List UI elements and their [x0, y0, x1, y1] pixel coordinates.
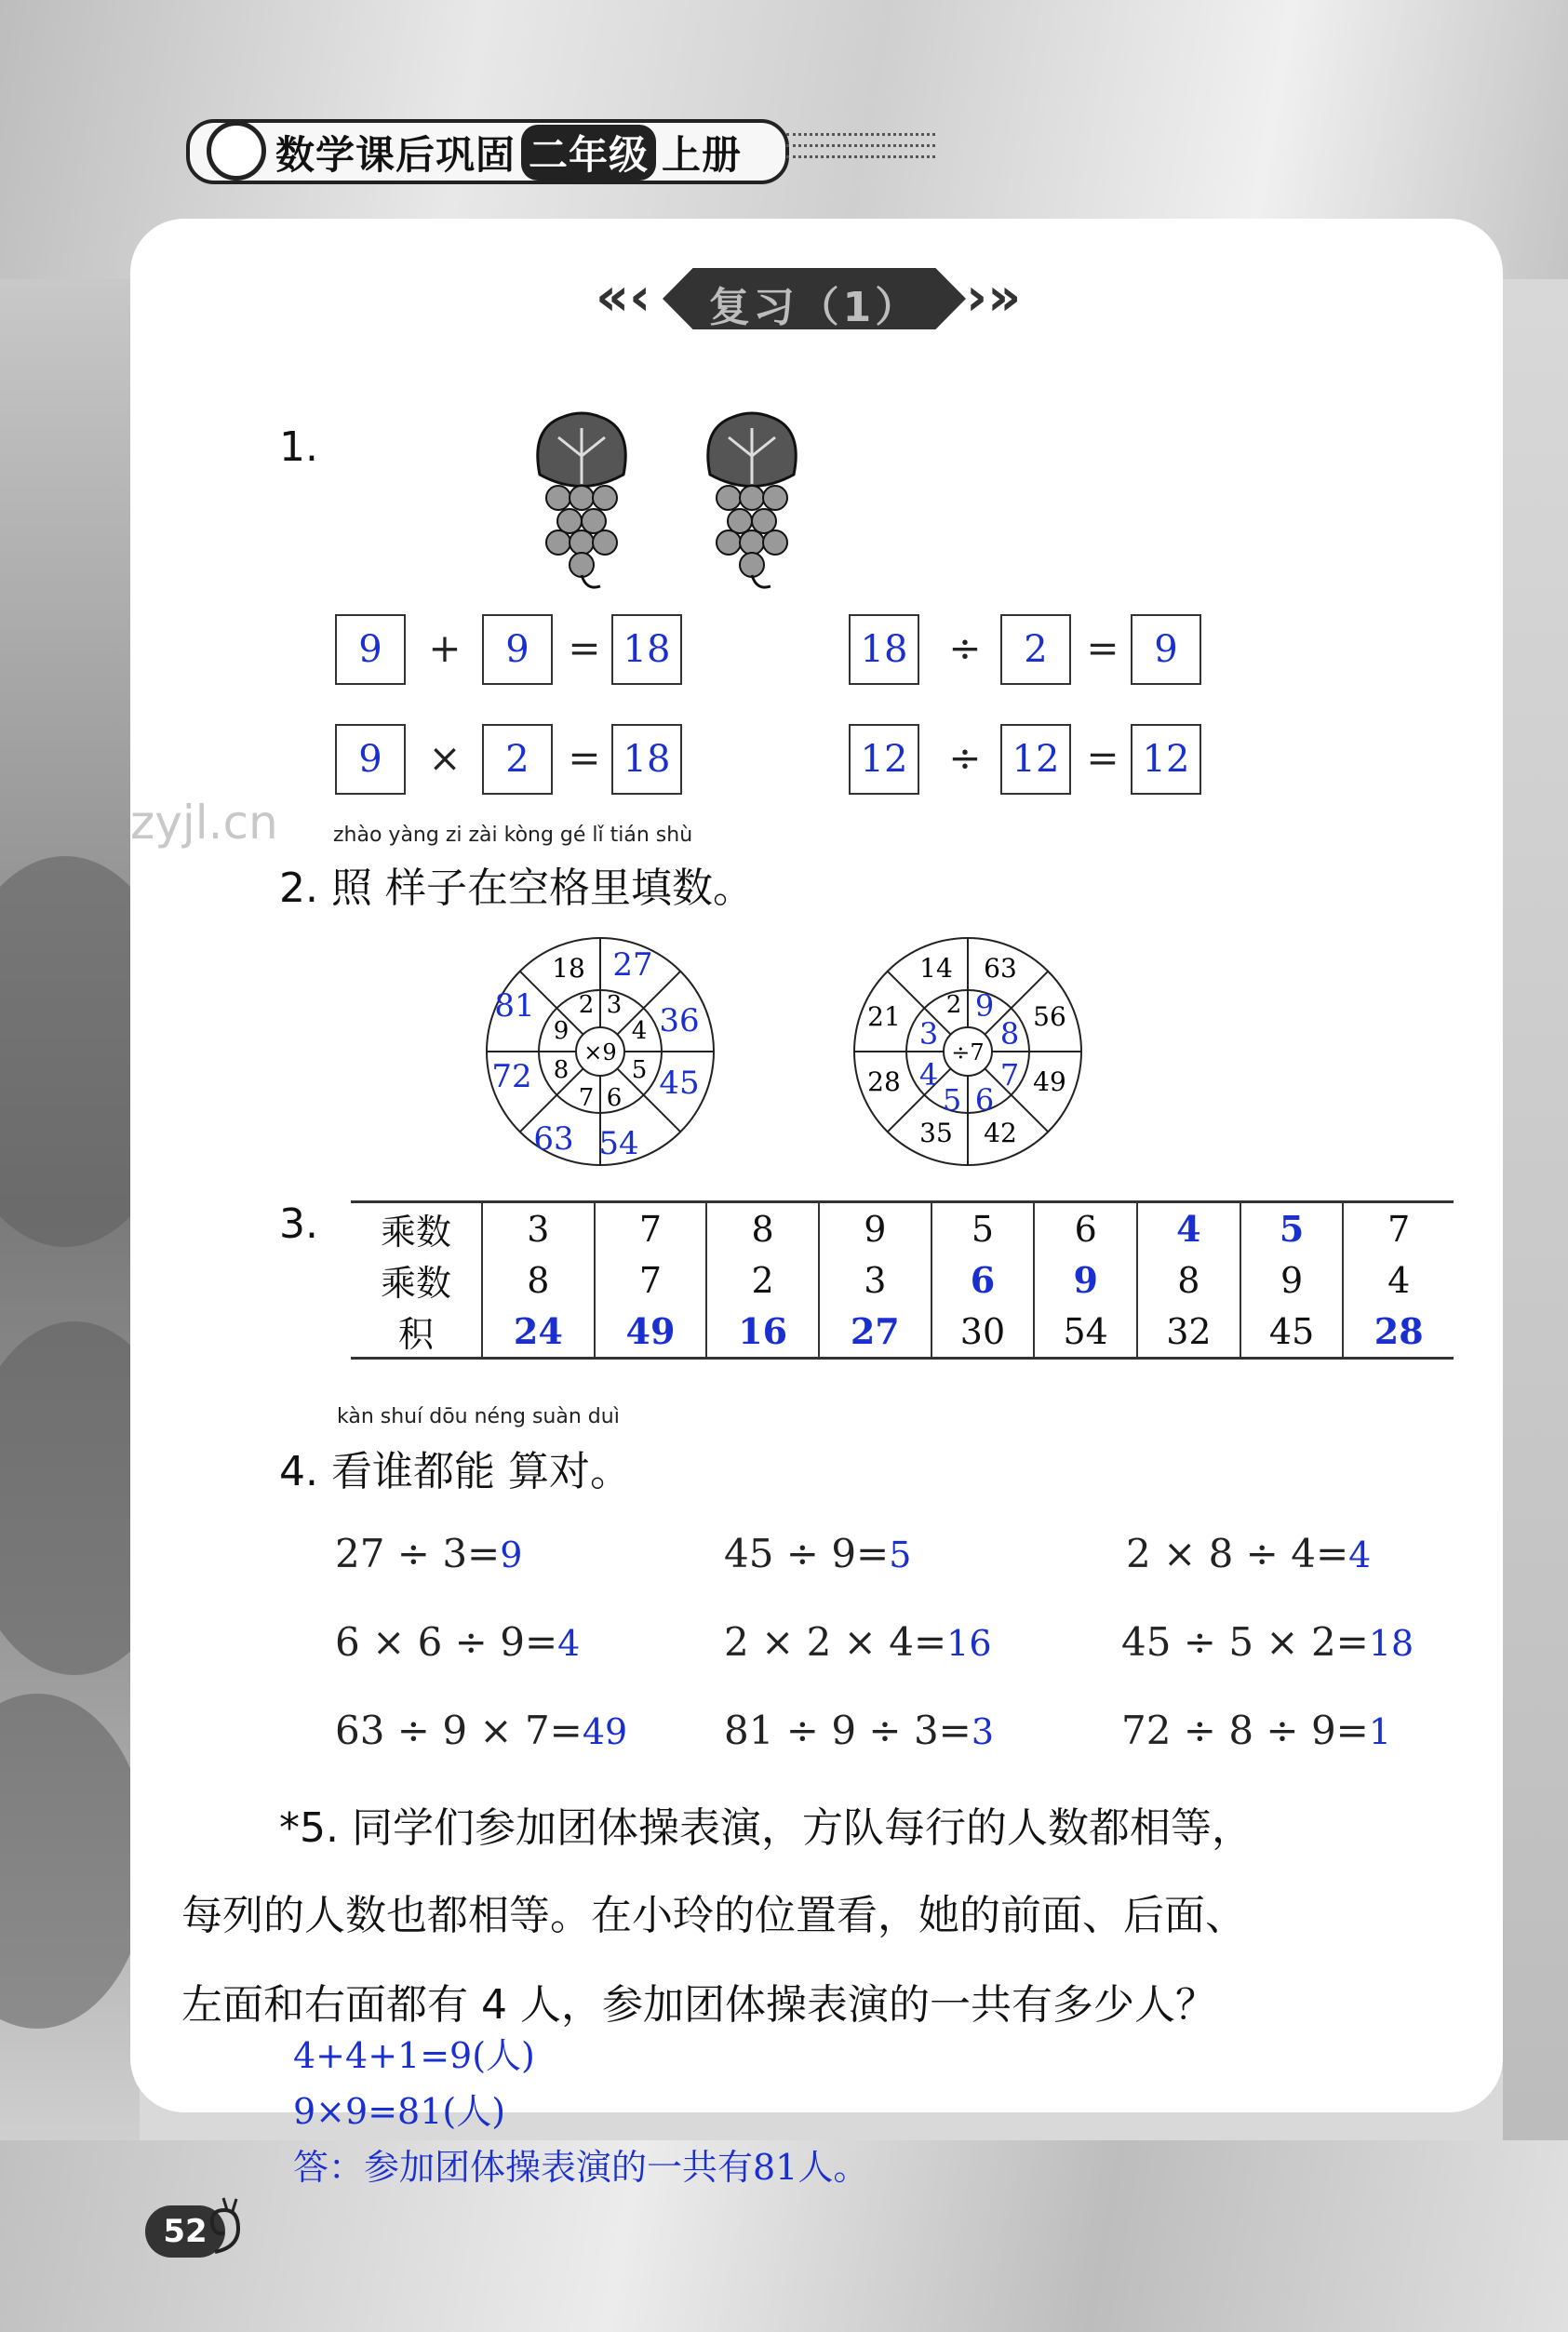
table-answer-cell[interactable]: 16	[706, 1306, 819, 1359]
wheel-answer: 45	[659, 1065, 700, 1102]
q4-pinyin: kàn shuí dōu néng suàn duì	[337, 1405, 620, 1428]
snail-icon	[201, 2196, 248, 2261]
equation	[1121, 1619, 1414, 1665]
header-volume: 上册	[662, 132, 743, 178]
section-title: 复习（1）	[708, 284, 920, 331]
wheel-answer: 7	[999, 1057, 1020, 1092]
answer-box[interactable]: 18	[849, 614, 919, 685]
wheel-inner-number: 4	[631, 1017, 648, 1045]
answer-box[interactable]: 12	[1131, 724, 1201, 795]
background-right	[1503, 279, 1568, 2140]
equation-question: 45 ÷ 5 × 2=	[1121, 1619, 1369, 1665]
answer-box[interactable]: 2	[1000, 614, 1071, 685]
table-cell: 30	[931, 1306, 1035, 1359]
multiply-wheel	[479, 931, 721, 1173]
q2-pinyin: zhào yàng zi zài kòng gé lǐ tián shù	[333, 824, 693, 847]
row-label: 积	[351, 1306, 482, 1359]
header-dotted-line	[786, 155, 935, 158]
equation-question: 2 × 8 ÷ 4=	[1126, 1531, 1349, 1576]
grape-icon	[696, 409, 808, 596]
equation	[335, 1708, 627, 1753]
grade-badge: 二年级	[521, 125, 656, 181]
equation-answer[interactable]: 1	[1368, 1711, 1392, 1752]
table-cell: 7	[1343, 1202, 1454, 1255]
section-banner	[596, 268, 1033, 329]
table-cell: 4	[1343, 1254, 1454, 1306]
wheel-center: ×9	[583, 1039, 617, 1065]
watermark: zyjl.cn	[130, 796, 278, 850]
table-answer-cell[interactable]: 6	[931, 1254, 1035, 1306]
table-cell: 45	[1240, 1306, 1344, 1359]
grape-icon	[526, 409, 637, 596]
operator: =	[568, 735, 601, 781]
table-cell: 5	[931, 1202, 1035, 1255]
wheel-inner-number: 9	[553, 1017, 570, 1045]
wheel-answer: 8	[999, 1016, 1020, 1052]
answer-box[interactable]: 12	[849, 724, 919, 795]
table-row	[351, 1306, 1454, 1359]
answer-box[interactable]: 18	[611, 724, 682, 795]
page-number: 52	[145, 2205, 225, 2258]
equation-question: 6 × 6 ÷ 9=	[335, 1619, 558, 1665]
operator: +	[428, 625, 462, 671]
q2-text: 2. 照 样子在空格里填数。	[279, 864, 754, 912]
wheel-outer-number: 28	[867, 1066, 901, 1097]
equation	[1126, 1531, 1371, 1576]
multiplication-table	[351, 1200, 1454, 1360]
table-cell: 32	[1137, 1306, 1240, 1359]
wheel-answer: 6	[974, 1082, 995, 1118]
equation-answer[interactable]: 9	[500, 1535, 523, 1575]
wheel-answer: 9	[974, 988, 995, 1024]
wheel-answer: 5	[942, 1082, 962, 1118]
answer-box[interactable]: 18	[611, 614, 682, 685]
answer-box[interactable]: 9	[482, 614, 553, 685]
equation-question: 27 ÷ 3=	[335, 1531, 501, 1576]
table-answer-cell[interactable]: 5	[1240, 1202, 1344, 1255]
equation	[1121, 1708, 1391, 1753]
wheel-outer-number: 14	[919, 953, 953, 984]
wheel-inner-number: 3	[606, 991, 623, 1019]
equation-question: 81 ÷ 9 ÷ 3=	[724, 1708, 972, 1753]
equation-answer[interactable]: 4	[557, 1623, 581, 1664]
table-cell: 6	[1034, 1202, 1137, 1255]
wheel-outer-number: 63	[984, 953, 1017, 984]
equation-answer[interactable]: 49	[582, 1711, 628, 1752]
equation	[724, 1619, 992, 1665]
equation	[724, 1531, 911, 1576]
q5-line: *5. 同学们参加团体操表演，方队每行的人数都相等，	[279, 1804, 1253, 1852]
q4-text: 4. 看谁都能 算对。	[279, 1448, 631, 1495]
table-cell: 8	[482, 1254, 595, 1306]
chevron-left-icon: «‹	[596, 267, 651, 328]
equation-answer[interactable]: 5	[889, 1535, 912, 1575]
table-row	[351, 1202, 1454, 1255]
header-dotted-line	[786, 133, 935, 136]
table-cell: 7	[595, 1254, 707, 1306]
wheel-answer: 27	[612, 946, 653, 984]
table-answer-cell[interactable]: 27	[819, 1306, 931, 1359]
wheel-answer: 63	[533, 1120, 574, 1158]
equation	[335, 1531, 522, 1576]
page-number-badge	[128, 2196, 240, 2271]
solution-answer: 答：参加团体操表演的一共有81人。	[293, 2147, 869, 2188]
answer-box[interactable]: 12	[1000, 724, 1071, 795]
equation-question: 2 × 2 × 4=	[724, 1619, 947, 1665]
table-cell: 9	[819, 1202, 931, 1255]
book-title	[275, 125, 742, 181]
wheel-outer-number: 42	[984, 1118, 1017, 1148]
wheel-answer: 3	[918, 1016, 939, 1052]
table-cell: 3	[482, 1202, 595, 1255]
wheel-inner-number: 2	[578, 991, 595, 1019]
solution-line: 9×9=81(人)	[293, 2091, 506, 2132]
operator: ÷	[948, 625, 982, 671]
wheel-outer-number: 35	[919, 1118, 953, 1148]
q1-number: 1.	[279, 423, 318, 471]
wheel-inner-number: 2	[945, 991, 962, 1019]
table-cell: 9	[1240, 1254, 1344, 1306]
table-answer-cell[interactable]: 49	[595, 1306, 707, 1359]
row-label: 乘数	[351, 1202, 482, 1255]
wheel-center: ÷7	[951, 1039, 985, 1065]
answer-box[interactable]: 9	[1131, 614, 1201, 685]
header-dotted-line	[786, 144, 935, 147]
table-cell: 8	[1137, 1254, 1240, 1306]
answer-box[interactable]: 9	[335, 724, 406, 795]
q5-line: 每列的人数也都相等。在小玲的位置看，她的前面、后面、	[181, 1892, 1246, 1939]
wheel-answer: 54	[598, 1125, 639, 1162]
wheel-answer: 81	[494, 987, 535, 1025]
answer-box[interactable]: 2	[482, 724, 553, 795]
clock-icon	[207, 121, 266, 181]
q3-number: 3.	[279, 1200, 318, 1248]
table-answer-cell[interactable]: 24	[482, 1306, 595, 1359]
table-cell: 8	[706, 1202, 819, 1255]
wheel-inner-number: 6	[606, 1084, 623, 1112]
wheel-inner-number: 5	[631, 1056, 648, 1084]
equation-question: 63 ÷ 9 × 7=	[335, 1708, 583, 1753]
wheel-outer-number: 56	[1033, 1001, 1066, 1032]
equation-answer[interactable]: 18	[1368, 1623, 1414, 1664]
wheel-outer-number: 49	[1033, 1066, 1066, 1097]
operator: ÷	[948, 735, 982, 781]
wheel-answer: 36	[659, 1002, 700, 1039]
wheel-outer-number: 18	[552, 953, 585, 984]
table-cell: 3	[819, 1254, 931, 1306]
table-cell: 7	[595, 1202, 707, 1255]
wheel-inner-number: 8	[553, 1056, 570, 1084]
wheel-answer: 72	[491, 1058, 532, 1095]
wheel-answer: 4	[918, 1057, 939, 1092]
table-answer-cell[interactable]: 28	[1343, 1306, 1454, 1359]
equation	[335, 1619, 580, 1665]
equation	[724, 1708, 994, 1753]
table-answer-cell[interactable]: 4	[1137, 1202, 1240, 1255]
operator: =	[1086, 735, 1119, 781]
table-row	[351, 1254, 1454, 1306]
equation-answer[interactable]: 4	[1348, 1535, 1372, 1575]
table-cell: 2	[706, 1254, 819, 1306]
q5-line: 左面和右面都有 4 人，参加团体操表演的一共有多少人？	[181, 1981, 1216, 2029]
divide-wheel	[847, 931, 1089, 1173]
equation-answer[interactable]: 16	[946, 1623, 992, 1664]
equation-question: 72 ÷ 8 ÷ 9=	[1121, 1708, 1369, 1753]
solution-line: 4+4+1=9(人)	[293, 2035, 535, 2076]
wheel-outer-number: 21	[867, 1001, 901, 1032]
operator: =	[1086, 625, 1119, 671]
header-title: 数学课后巩固	[275, 132, 516, 178]
operator: ×	[428, 735, 462, 781]
row-label: 乘数	[380, 1263, 451, 1304]
table-cell: 54	[1034, 1306, 1137, 1359]
answer-box[interactable]: 9	[335, 614, 406, 685]
equation-question: 45 ÷ 9=	[724, 1531, 890, 1576]
equation-answer[interactable]: 3	[971, 1711, 995, 1752]
table-answer-cell[interactable]: 9	[1034, 1254, 1137, 1306]
chevron-right-icon: ›»	[966, 267, 1022, 328]
wheel-inner-number: 7	[578, 1084, 595, 1112]
operator: =	[568, 625, 601, 671]
